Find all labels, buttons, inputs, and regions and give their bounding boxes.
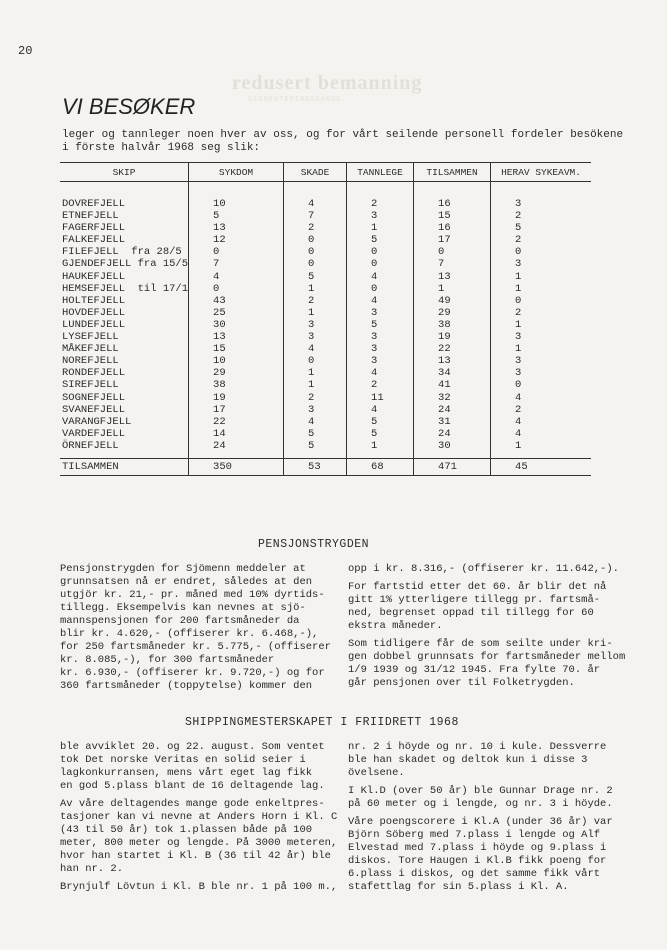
value-cell: 1 (284, 379, 347, 391)
value-cell: 4 (284, 343, 347, 355)
value-cell: 0 (347, 283, 414, 295)
total-value: 45 (491, 458, 592, 475)
value-cell: 4 (284, 416, 347, 428)
ship-name-cell: LYSEFJELL (60, 331, 189, 343)
value-cell: 5 (284, 440, 347, 459)
value-cell: 0 (347, 246, 414, 258)
paragraph: Av våre deltagendes mange gode enkeltpres- tasjoner kan vi nevne at Anders Horn i Kl. C (43 til 50 år) tok 1.plassen både på 100 meter, 800 meter og lengde. På 3000 meteren, hvor han startet i Kl. B (36 til 42 år) ble han nr. 2. (60, 798, 338, 875)
value-cell: 3 (515, 198, 522, 210)
table-row (60, 258, 591, 270)
table-row (60, 404, 591, 416)
value-cell: 1 (515, 318, 522, 331)
value-cell: 5 (347, 428, 414, 440)
value-cell: 5 (347, 416, 414, 428)
value-cell: 32 (414, 392, 491, 404)
bleed-through-title: redusert bemanning (232, 72, 423, 94)
value-cell: 4 (347, 271, 414, 283)
value-cell: 1 (515, 439, 522, 452)
value-cell: 5 (189, 210, 284, 222)
value-cell: 5 (347, 234, 414, 246)
column-header: SKADE (284, 163, 347, 182)
value-cell: 13 (414, 355, 491, 367)
value-cell: 2 (515, 403, 522, 416)
value-cell: 14 (189, 428, 284, 440)
table-row (60, 440, 591, 459)
value-cell: 1 (347, 440, 414, 459)
column-header: HERAV SYKEAVM. (491, 163, 592, 182)
table-body (60, 182, 591, 476)
value-cell: 2 (284, 222, 347, 234)
value-cell: 2 (515, 210, 522, 223)
paragraph: Som tidligere får de som seilte under kri- gen dobbel grunnsats for fartsmåneder mellom 1/9 1939 og 31/12 1945. Fra fylte 70. år går pensjonen over til Folketrygden. (348, 638, 626, 689)
value-cell: 0 (284, 246, 347, 258)
value-cell: 3 (347, 355, 414, 367)
value-cell: 11 (347, 392, 414, 404)
ship-name-cell: ETNEFJELL (60, 210, 189, 222)
value-cell: 2 (515, 234, 522, 247)
value-cell: 19 (414, 331, 491, 343)
paragraph: For fartstid etter det 60. år blir det nå gitt 1% ytterligere tillegg pr. fartsmå- ned, begrenset oppad til tillegg for 60 ekstra måneder. (348, 581, 607, 632)
value-cell: 4 (347, 367, 414, 379)
value-cell: 5 (515, 222, 522, 235)
ship-name-cell: FALKEFJELL (60, 234, 189, 246)
sports-title: SHIPPINGMESTERSKAPET I FRIIDRETT 1968 (185, 716, 459, 729)
value-cell: 4 (347, 295, 414, 307)
value-cell: 1 (284, 367, 347, 379)
value-cell: 0 (515, 379, 522, 392)
paragraph: Våre poengscorere i Kl.A (under 36 år) var Björn Söberg med 7.plass i lengde og Alf Elvestad med 7.plass i höyde og 9.plass i diskos. Tore Haugen i Kl.B fikk poeng for 6.plass i diskos, og det samme fikk vårt stafettlag for sin 5.plass i Kl. A. (348, 816, 613, 893)
value-cell: 7 (189, 258, 284, 270)
value-cell: 30 (414, 440, 491, 459)
value-cell: 12 (189, 234, 284, 246)
ship-name-cell: RONDEFJELL (60, 367, 189, 379)
sports-right-column (348, 741, 613, 899)
value-cell: 7 (414, 258, 491, 270)
value-cell: 17 (189, 404, 284, 416)
value-cell: 15 (189, 343, 284, 355)
section-heading: VI BESØKER (62, 94, 196, 119)
value-cell: 4 (347, 404, 414, 416)
ship-name-cell: HAUKEFJELL (60, 271, 189, 283)
value-cell: 13 (189, 222, 284, 234)
table-header-row (60, 163, 591, 182)
value-cell: 0 (414, 246, 491, 258)
table-row (60, 283, 591, 295)
value-cell: 1 (414, 283, 491, 295)
value-cell: 4 (515, 427, 522, 440)
table-row (60, 355, 591, 367)
value-cell: 5 (284, 271, 347, 283)
table-row (60, 210, 591, 222)
value-cell: 1 (515, 270, 522, 283)
value-cell: 31 (414, 416, 491, 428)
ship-name-cell: ÖRNEFJELL (60, 440, 189, 459)
value-cell: 13 (189, 331, 284, 343)
paragraph: opp i kr. 8.316,- (offiserer kr. 11.642,-). (348, 563, 619, 575)
table-row (60, 182, 591, 211)
table-row (60, 331, 591, 343)
total-value: 68 (347, 458, 414, 475)
total-row (60, 458, 591, 475)
value-cell: 0 (189, 246, 284, 258)
value-cell: 3 (284, 319, 347, 331)
pension-right-column (348, 563, 625, 695)
value-cell: 10 (189, 355, 284, 367)
value-cell: 3 (347, 210, 414, 222)
table-row (60, 379, 591, 391)
table-row (60, 295, 591, 307)
value-cell: 0 (284, 234, 347, 246)
value-cell: 0 (284, 258, 347, 270)
value-cell: 38 (189, 379, 284, 391)
value-cell: 1 (284, 283, 347, 295)
value-cell: 16 (414, 182, 491, 211)
ship-name-cell: GJENDEFJELL fra 15/5 (62, 258, 189, 271)
ship-name-cell: SIREFJELL (60, 379, 189, 391)
total-label: TILSAMMEN (60, 458, 189, 475)
pension-left-column (60, 563, 331, 698)
value-cell: 0 (515, 294, 522, 307)
value-cell: 49 (414, 295, 491, 307)
value-cell: 2 (347, 182, 414, 211)
table-row (60, 307, 591, 319)
ship-name-cell: VARANGFJELL (60, 416, 189, 428)
value-cell: 24 (414, 404, 491, 416)
value-cell: 10 (189, 182, 284, 211)
value-cell: 3 (515, 258, 522, 271)
value-cell: 38 (414, 319, 491, 331)
total-value: 53 (284, 458, 347, 475)
ship-name-cell: FILEFJELL fra 28/5 (60, 246, 189, 258)
column-header: SYKDOM (189, 163, 284, 182)
value-cell: 22 (189, 416, 284, 428)
table-row (60, 271, 591, 283)
total-value: 471 (414, 458, 491, 475)
value-cell: 2 (284, 295, 347, 307)
value-cell: 0 (284, 355, 347, 367)
value-cell: 1 (515, 282, 522, 295)
value-cell: 29 (414, 307, 491, 319)
value-cell: 4 (515, 415, 522, 428)
ship-name-cell: FAGERFJELL (60, 222, 189, 234)
ship-name-cell: NOREFJELL (60, 355, 189, 367)
value-cell: 24 (414, 428, 491, 440)
column-header: TILSAMMEN (414, 163, 491, 182)
value-cell: 34 (414, 367, 491, 379)
column-header: TANNLEGE (347, 163, 414, 182)
table-row (60, 319, 591, 331)
value-cell: 13 (414, 271, 491, 283)
ship-name-cell: HOLTEFJELL (60, 295, 189, 307)
value-cell: 3 (515, 331, 522, 344)
ship-name-cell: HOVDEFJELL (60, 307, 189, 319)
sports-left-column (60, 741, 337, 899)
value-cell: 2 (284, 392, 347, 404)
visits-table (60, 162, 591, 476)
value-cell: 3 (347, 331, 414, 343)
value-cell: 0 (515, 246, 522, 259)
value-cell: 2 (515, 306, 522, 319)
value-cell: 0 (347, 258, 414, 270)
table-row (60, 367, 591, 379)
ship-name-cell: SVANEFJELL (60, 404, 189, 416)
value-cell: 29 (189, 367, 284, 379)
paragraph: Brynjulf Lövtun i Kl. B ble nr. 1 på 100 m., (60, 881, 338, 893)
value-cell: 3 (284, 331, 347, 343)
value-cell: 0 (189, 283, 284, 295)
table-row (60, 222, 591, 234)
value-cell: 24 (189, 440, 284, 459)
value-cell: 3 (347, 343, 414, 355)
table-row (60, 428, 591, 440)
value-cell: 5 (284, 428, 347, 440)
ship-name-cell: MÅKEFJELL (60, 343, 189, 355)
value-cell: 3 (515, 367, 522, 380)
value-cell: 2 (347, 379, 414, 391)
value-cell: 3 (284, 404, 347, 416)
paragraph: nr. 2 i höyde og nr. 10 i kule. Dessverre ble han skadet og deltok kun i disse 3 övelsene. (348, 741, 607, 779)
total-value: 350 (189, 458, 284, 475)
value-cell: 16 (414, 222, 491, 234)
value-cell: 41 (414, 379, 491, 391)
ship-name-cell: LUNDEFJELL (60, 319, 189, 331)
value-cell: 3 (515, 355, 522, 368)
paragraph: I Kl.D (over 50 år) ble Gunnar Drage nr. 2 på 60 meter og i lengde, og nr. 3 i höyde. (348, 785, 613, 810)
table-row (60, 416, 591, 428)
paragraph: Pensjonstrygden for Sjömenn meddeler at grunnsatsen nå er endret, således at den utgjör kr. 21,- pr. måned med 10% dyrtids- tillegg. Eksempelvis kan nevnes at sjö- mannspensjonen for 200 fartsmåneder da blir kr. 4.620,- (offiserer kr. 6.468,-), for 250 fartsmåneder kr. 5.775,- (offiserer kr. 8.085,-), for 300 fartsmåneder kr. 6.930,- (offiserer kr. 9.720,-) og for 360 fartsmåneder (toppytelse) kommer den (60, 563, 331, 692)
table-row (60, 234, 591, 246)
ship-name-cell: VARDEFJELL (60, 428, 189, 440)
value-cell: 43 (189, 295, 284, 307)
value-cell: 1 (347, 222, 414, 234)
value-cell: 1 (284, 307, 347, 319)
paragraph: ble avviklet 20. og 22. august. Som ventet tok Det norske Veritas en solid seier i lagkonkurransen, mens vårt eget lag fikk en god 5.plass blant de 16 deltagende lag. (60, 741, 325, 792)
pension-title: PENSJONSTRYGDEN (258, 538, 370, 551)
value-cell: 17 (414, 234, 491, 246)
ship-name-cell: SOGNEFJELL (60, 392, 189, 404)
value-cell: 30 (189, 319, 284, 331)
table-row (60, 392, 591, 404)
value-cell: 15 (414, 210, 491, 222)
column-header: SKIP (60, 163, 189, 182)
table-row (60, 246, 591, 258)
value-cell: 3 (347, 307, 414, 319)
value-cell: 5 (347, 319, 414, 331)
ship-name-cell: HEMSEFJELL til 17/1 (62, 282, 189, 295)
value-cell: 19 (189, 392, 284, 404)
value-cell: 22 (414, 343, 491, 355)
page-number: 20 (18, 44, 33, 58)
bleed-through-subtitle: SEGMENTERINGSRANSE. (248, 96, 347, 104)
table-row (60, 343, 591, 355)
value-cell: 7 (284, 210, 347, 222)
intro-text: leger og tannleger noen hver av oss, og for vårt seilende personell fordeler besökene i förste halvår 1968 seg slik: (62, 129, 624, 154)
value-cell: 4 (515, 391, 522, 404)
value-cell: 4 (189, 271, 284, 283)
value-cell: 1 (515, 343, 522, 356)
ship-name-cell: DOVREFJELL (60, 182, 189, 211)
value-cell: 25 (189, 307, 284, 319)
value-cell: 4 (284, 182, 347, 211)
